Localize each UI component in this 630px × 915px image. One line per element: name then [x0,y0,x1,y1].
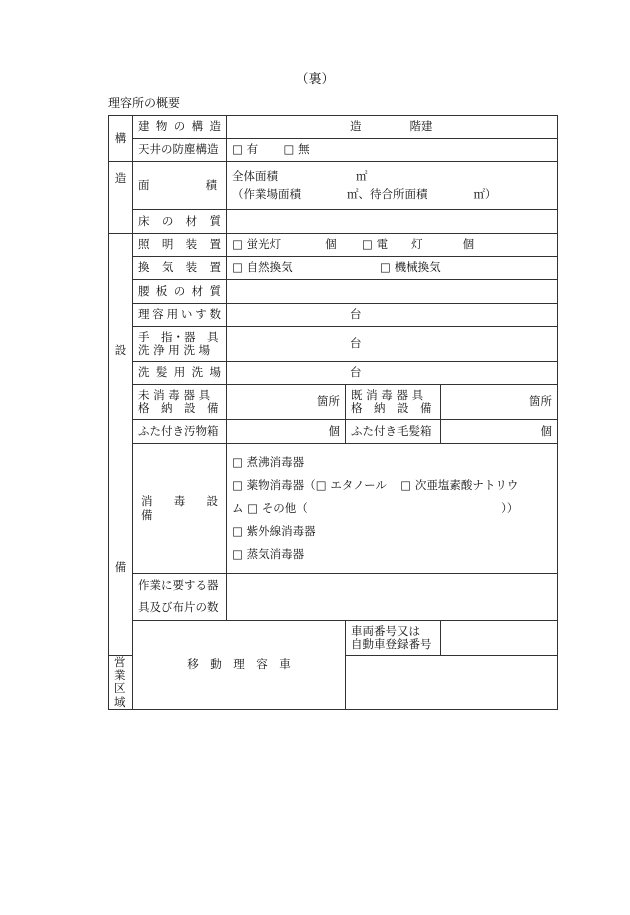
disinfect-option-boiling: □ 煮沸消毒器 [232,451,552,474]
page-heading: （裏） [295,72,335,87]
input-building-structure[interactable] [227,116,558,139]
checkbox-fluorescent[interactable]: □ [232,237,243,252]
disinfect-option-steam: □ 蒸気消毒器 [232,543,552,566]
input-waste-box[interactable]: 個 [227,420,346,444]
unit-dai-chairs: 台 [350,307,362,322]
unit-kaidate: 階建 [409,119,433,134]
area-line-detail: （作業場面積 ㎡、待合所面積 ㎡） [232,187,497,201]
row-vehicle-number [109,621,558,656]
row-building-structure [109,116,558,139]
label-business-zone: 営 業 区 域 [109,656,133,710]
checkbox-steam[interactable]: □ [232,547,243,561]
label-area-men: 面 [138,177,150,192]
row-tools [109,574,558,621]
label-vehicle-number: 車両番号又は 自動車登録番号 [346,621,441,656]
checkbox-uv[interactable]: □ [232,524,243,538]
row-area [109,162,558,210]
input-area[interactable] [227,162,558,210]
input-hair-box[interactable]: 個 [441,420,558,444]
unit-ko-1: 個 [325,237,337,252]
row-covered-boxes [109,420,558,444]
input-ceiling[interactable] [227,139,558,162]
section-title: 理容所の概要 [108,96,181,110]
option-incandescent: 電 灯 [376,237,423,252]
group-label-setsubi [109,234,133,656]
input-disinfection[interactable] [227,444,558,574]
input-wainscot[interactable] [227,280,558,304]
label-lighting: 照 明 装 置 [133,234,227,257]
checkbox-ethanol[interactable]: □ [315,478,327,492]
row-ventilation [109,257,558,280]
label-hand-wash: 手 指・器 具 洗 浄 用 洗 場 [133,327,227,362]
option-yes: 有 [246,142,259,157]
input-business-zone[interactable] [346,656,558,710]
checkbox-boiling[interactable]: □ [232,455,243,469]
checkbox-other[interactable]: □ [247,501,259,515]
group-label-bi: 備 [114,559,127,574]
label-undisinfected-storage: 未 消 毒 器 具 格 納 設 備 [133,385,227,420]
label-hair-box: ふた付き毛髪箱 [346,420,441,444]
label-building-structure: 建 物 の 構 造 [133,116,227,139]
row-hair-wash [109,362,558,385]
input-floor[interactable] [227,210,558,234]
checkbox-ceiling-no[interactable]: □ [283,142,295,157]
input-tools[interactable] [227,574,558,621]
label-ceiling: 天井の防塵構造 [133,139,227,162]
group-label-setsu: 設 [114,343,127,357]
unit-dai-hair: 台 [350,365,362,380]
group-label-kozo-1: 構 [109,116,133,162]
option-fluorescent: 蛍光灯 [246,237,282,252]
label-ventilation: 換 気 装 置 [133,257,227,280]
row-hand-wash [109,327,558,362]
input-disinfected-storage[interactable]: 箇所 [441,385,558,420]
unit-zo: 造 [350,119,362,134]
row-storage [109,385,558,420]
label-floor: 床 の 材 質 [133,210,227,234]
unit-dai-hand: 台 [350,336,362,351]
row-lighting [109,234,558,257]
checkbox-hypochlorite[interactable]: □ [400,478,412,492]
checkbox-incandescent[interactable]: □ [362,237,373,252]
checkbox-natural-vent[interactable]: □ [232,260,243,275]
area-line-total: 全体面積 ㎡ [232,168,368,183]
input-ventilation[interactable] [227,257,558,280]
checkbox-chemical[interactable]: □ [232,478,243,492]
option-mechanical-vent: 機械換気 [394,260,441,275]
option-natural-vent: 自然換気 [246,260,293,275]
input-chairs[interactable] [227,304,558,327]
input-undisinfected-storage[interactable]: 箇所 [227,385,346,420]
input-hair-wash[interactable] [227,362,558,385]
disinfect-option-chemical-cont: ム □ その他（ ）） [232,497,552,520]
checkbox-mechanical-vent[interactable]: □ [380,260,391,275]
row-disinfection [109,444,558,574]
input-vehicle-number[interactable] [441,621,558,656]
row-chairs [109,304,558,327]
label-area-seki: 積 [205,177,217,192]
option-no: 無 [298,142,310,157]
label-waste-box: ふた付き汚物箱 [133,420,227,444]
disinfect-option-chemical: □ 薬物消毒器（□ エタノール □ 次亜塩素酸ナトリウ [232,474,552,497]
label-disinfection: 消 毒 設 備 [133,444,227,574]
label-area [133,162,227,210]
group-label-mobile-barber: 移 動 理 容 車 [133,621,346,710]
label-tools: 作業に要する器 具及び布片の数 [133,574,227,621]
label-disinfected-storage: 既 消 毒 器 具 格 納 設 備 [346,385,441,420]
disinfect-option-uv: □ 紫外線消毒器 [232,520,552,543]
input-hand-wash[interactable] [227,327,558,362]
label-wainscot: 腰 板 の 材 質 [133,280,227,304]
label-hair-wash: 洗 髪 用 洗 場 [133,362,227,385]
unit-ko-2: 個 [462,237,475,252]
checkbox-ceiling-yes[interactable]: □ [232,142,243,157]
row-wainscot [109,280,558,304]
overview-form-table [108,115,558,710]
input-lighting[interactable] [227,234,558,257]
row-ceiling [109,139,558,162]
group-label-kozo-2: 造 [109,162,133,234]
label-chairs: 理容用いす数 [133,304,227,327]
row-floor [109,210,558,234]
